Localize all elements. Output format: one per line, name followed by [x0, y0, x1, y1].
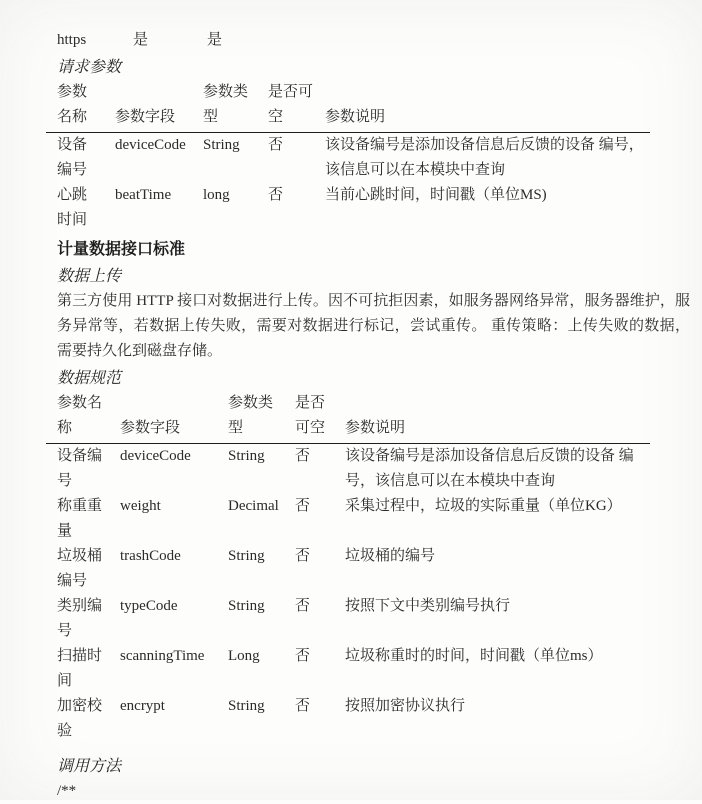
cell-description: 该设备编号是添加设备信息后反馈的设备 编号，该信息可以在本模块中查询	[325, 137, 644, 178]
header-cell-nullable: 是否可空	[295, 395, 326, 436]
cell-param-name: 设备编号	[57, 448, 103, 489]
cell-param-name: 称重重量	[57, 498, 103, 539]
cell-param-field: typeCode	[120, 598, 178, 614]
cell-param-name: 类别编号	[57, 598, 103, 639]
https-table-row	[57, 28, 702, 53]
cell-param-field: encrypt	[120, 698, 165, 714]
cell-param-name: 心跳时间	[57, 187, 88, 228]
table-row	[46, 594, 650, 644]
table-row	[46, 694, 650, 744]
data-upload-paragraph: 第三方使用 HTTP 接口对数据进行上传。因不可抗拒因素，如服务器网络异常，服务器维护，服务异常等，若数据上传失败，需要对数据进行标记，尝试重传。 重传策略：上传失败的数据，需要持久化到磁盘存储。	[57, 293, 690, 359]
cell-param-field: scanningTime	[120, 648, 205, 664]
data-spec-table	[46, 391, 650, 744]
code-comment-start: /**	[57, 783, 77, 799]
cell-description: 当前心跳时间，时间戳（单位MS)	[325, 187, 547, 203]
cell-param-field: weight	[120, 498, 161, 514]
table-header-row	[46, 391, 650, 444]
header-cell-nullable: 是否可空	[268, 84, 314, 125]
cell-nullable: 否	[268, 137, 284, 153]
header-cell-param-name: 参数名称	[57, 84, 88, 125]
cell-param-field: trashCode	[120, 548, 181, 564]
yes-cell-1: 是	[133, 32, 149, 48]
cell-param-type: Decimal	[228, 498, 279, 514]
yes-cell-2: 是	[207, 32, 223, 48]
cell-param-field: beatTime	[115, 187, 172, 203]
cell-param-type: String	[203, 137, 240, 153]
table-row	[46, 133, 650, 183]
call-method-heading: 调用方法	[57, 758, 122, 775]
cell-param-name: 设备编号	[57, 137, 88, 178]
cell-param-type: String	[228, 448, 265, 464]
cell-description: 采集过程中，垃圾的实际重量（单位KG）	[345, 498, 622, 514]
request-params-heading: 请求参数	[57, 59, 122, 76]
cell-description: 垃圾称重时的时间，时间戳（单位ms）	[345, 648, 603, 664]
request-params-table	[46, 80, 650, 233]
cell-param-type: String	[228, 698, 265, 714]
cell-param-name: 扫描时间	[57, 648, 103, 689]
cell-description: 按照加密协议执行	[345, 698, 466, 714]
cell-param-type: String	[228, 548, 265, 564]
cell-param-type: long	[203, 187, 230, 203]
table-row	[46, 544, 650, 594]
cell-nullable: 否	[295, 648, 311, 664]
cell-param-name: 加密校验	[57, 698, 103, 739]
cell-description: 该设备编号是添加设备信息后反馈的设备 编号，该信息可以在本模块中查询	[345, 448, 634, 489]
table-header-row	[46, 80, 650, 133]
https-cell: https	[57, 32, 87, 48]
cell-param-name: 垃圾桶编号	[57, 548, 103, 589]
data-spec-heading: 数据规范	[57, 370, 122, 387]
cell-param-field: deviceCode	[120, 448, 191, 464]
header-cell-description: 参数说明	[345, 420, 406, 436]
table-row	[46, 444, 650, 494]
header-cell-param-type: 参数类型	[203, 84, 249, 125]
cell-description: 垃圾桶的编号	[345, 548, 436, 564]
cell-nullable: 否	[295, 448, 311, 464]
cell-param-type: String	[228, 598, 265, 614]
cell-nullable: 否	[295, 698, 311, 714]
table-row	[46, 183, 650, 233]
cell-param-type: Long	[228, 648, 260, 664]
header-cell-description: 参数说明	[325, 109, 386, 125]
cell-nullable: 否	[295, 548, 311, 564]
cell-description: 按照下文中类别编号执行	[345, 598, 511, 614]
data-upload-heading: 数据上传	[57, 268, 122, 285]
cell-nullable: 否	[268, 187, 284, 203]
header-cell-param-field: 参数字段	[120, 420, 181, 436]
cell-param-field: deviceCode	[115, 137, 186, 153]
metering-standard-heading: 计量数据接口标准	[57, 241, 186, 258]
header-cell-param-field: 参数字段	[115, 109, 176, 125]
table-row	[46, 494, 650, 544]
header-cell-param-name: 参数名称	[57, 395, 103, 436]
cell-nullable: 否	[295, 498, 311, 514]
cell-nullable: 否	[295, 598, 311, 614]
header-cell-param-type: 参数类型	[228, 395, 274, 436]
table-row	[46, 644, 650, 694]
